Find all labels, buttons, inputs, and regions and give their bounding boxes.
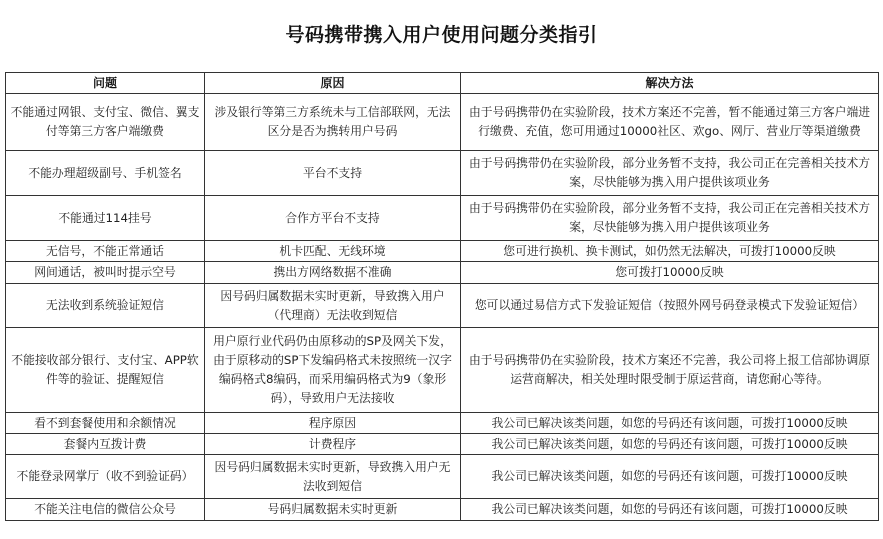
solution-cell: 您可拨打10000反映 xyxy=(461,262,879,284)
solution-cell: 我公司已解决该类问题，如您的号码还有该问题，可拨打10000反映 xyxy=(461,413,879,434)
table-row xyxy=(6,262,879,284)
reason-cell: 携出方网络数据不准确 xyxy=(205,262,461,284)
solution-cell: 您可以通过易信方式下发验证短信（按照外网号码登录模式下发验证短信） xyxy=(461,284,879,328)
reason-cell: 计费程序 xyxy=(205,434,461,455)
problem-guide-table xyxy=(5,72,879,521)
table-row xyxy=(6,241,879,262)
table-row xyxy=(6,284,879,328)
problem-cell: 不能通过网银、支付宝、微信、翼支付等第三方客户端缴费 xyxy=(6,94,205,151)
header-solution: 解决方法 xyxy=(461,73,879,94)
table-row xyxy=(6,94,879,151)
reason-cell: 程序原因 xyxy=(205,413,461,434)
table-row xyxy=(6,499,879,521)
solution-cell: 您可进行换机、换卡测试，如仍然无法解决，可拨打10000反映 xyxy=(461,241,879,262)
reason-cell: 涉及银行等第三方系统未与工信部联网，无法区分是否为携转用户号码 xyxy=(205,94,461,151)
problem-cell: 网间通话，被叫时提示空号 xyxy=(6,262,205,284)
problem-cell: 不能接收部分银行、支付宝、APP软件等的验证、提醒短信 xyxy=(6,328,205,413)
page-title: 号码携带携入用户使用问题分类指引 xyxy=(285,24,598,46)
solution-cell: 由于号码携带仍在实验阶段，技术方案还不完善，我公司将上报工信部协调原运营商解决，相关处理时限受制于原运营商，请您耐心等待。 xyxy=(461,328,879,413)
problem-cell: 不能登录网掌厅（收不到验证码） xyxy=(6,455,205,499)
table-row xyxy=(6,455,879,499)
solution-cell: 由于号码携带仍在实验阶段，部分业务暂不支持，我公司正在完善相关技术方案，尽快能够为携入用户提供该项业务 xyxy=(461,196,879,241)
problem-cell: 看不到套餐使用和余额情况 xyxy=(6,413,205,434)
reason-cell: 因号码归属数据未实时更新，导致携入用户无法收到短信 xyxy=(205,455,461,499)
solution-cell: 我公司已解决该类问题，如您的号码还有该问题，可拨打10000反映 xyxy=(461,499,879,521)
table-row xyxy=(6,196,879,241)
reason-cell: 合作方平台不支持 xyxy=(205,196,461,241)
reason-cell: 因号码归属数据未实时更新，导致携入用户（代理商）无法收到短信 xyxy=(205,284,461,328)
table-row xyxy=(6,413,879,434)
header-problem: 问题 xyxy=(6,73,205,94)
reason-cell: 号码归属数据未实时更新 xyxy=(205,499,461,521)
header-row xyxy=(6,73,879,94)
reason-cell: 平台不支持 xyxy=(205,151,461,196)
solution-cell: 由于号码携带仍在实验阶段，部分业务暂不支持，我公司正在完善相关技术方案，尽快能够为携入用户提供该项业务 xyxy=(461,151,879,196)
table-row xyxy=(6,434,879,455)
table-row xyxy=(6,151,879,196)
problem-cell: 不能关注电信的微信公众号 xyxy=(6,499,205,521)
reason-cell: 用户原行业代码仍由原移动的SP及网关下发，由于原移动的SP下发编码格式未按照统一汉字编码格式8编码，而采用编码格式为9（象形码），导致用户无法接收 xyxy=(205,328,461,413)
header-reason: 原因 xyxy=(205,73,461,94)
problem-cell: 套餐内互拨计费 xyxy=(6,434,205,455)
solution-cell: 由于号码携带仍在实验阶段，技术方案还不完善，暂不能通过第三方客户端进行缴费、充值，您可用通过10000社区、欢go、网厅、营业厅等渠道缴费 xyxy=(461,94,879,151)
problem-cell: 无信号，不能正常通话 xyxy=(6,241,205,262)
solution-cell: 我公司已解决该类问题，如您的号码还有该问题，可拨打10000反映 xyxy=(461,434,879,455)
solution-cell: 我公司已解决该类问题，如您的号码还有该问题，可拨打10000反映 xyxy=(461,455,879,499)
reason-cell: 机卡匹配、无线环境 xyxy=(205,241,461,262)
problem-cell: 不能办理超级副号、手机签名 xyxy=(6,151,205,196)
table-row xyxy=(6,328,879,413)
problem-cell: 无法收到系统验证短信 xyxy=(6,284,205,328)
problem-cell: 不能通过114挂号 xyxy=(6,196,205,241)
